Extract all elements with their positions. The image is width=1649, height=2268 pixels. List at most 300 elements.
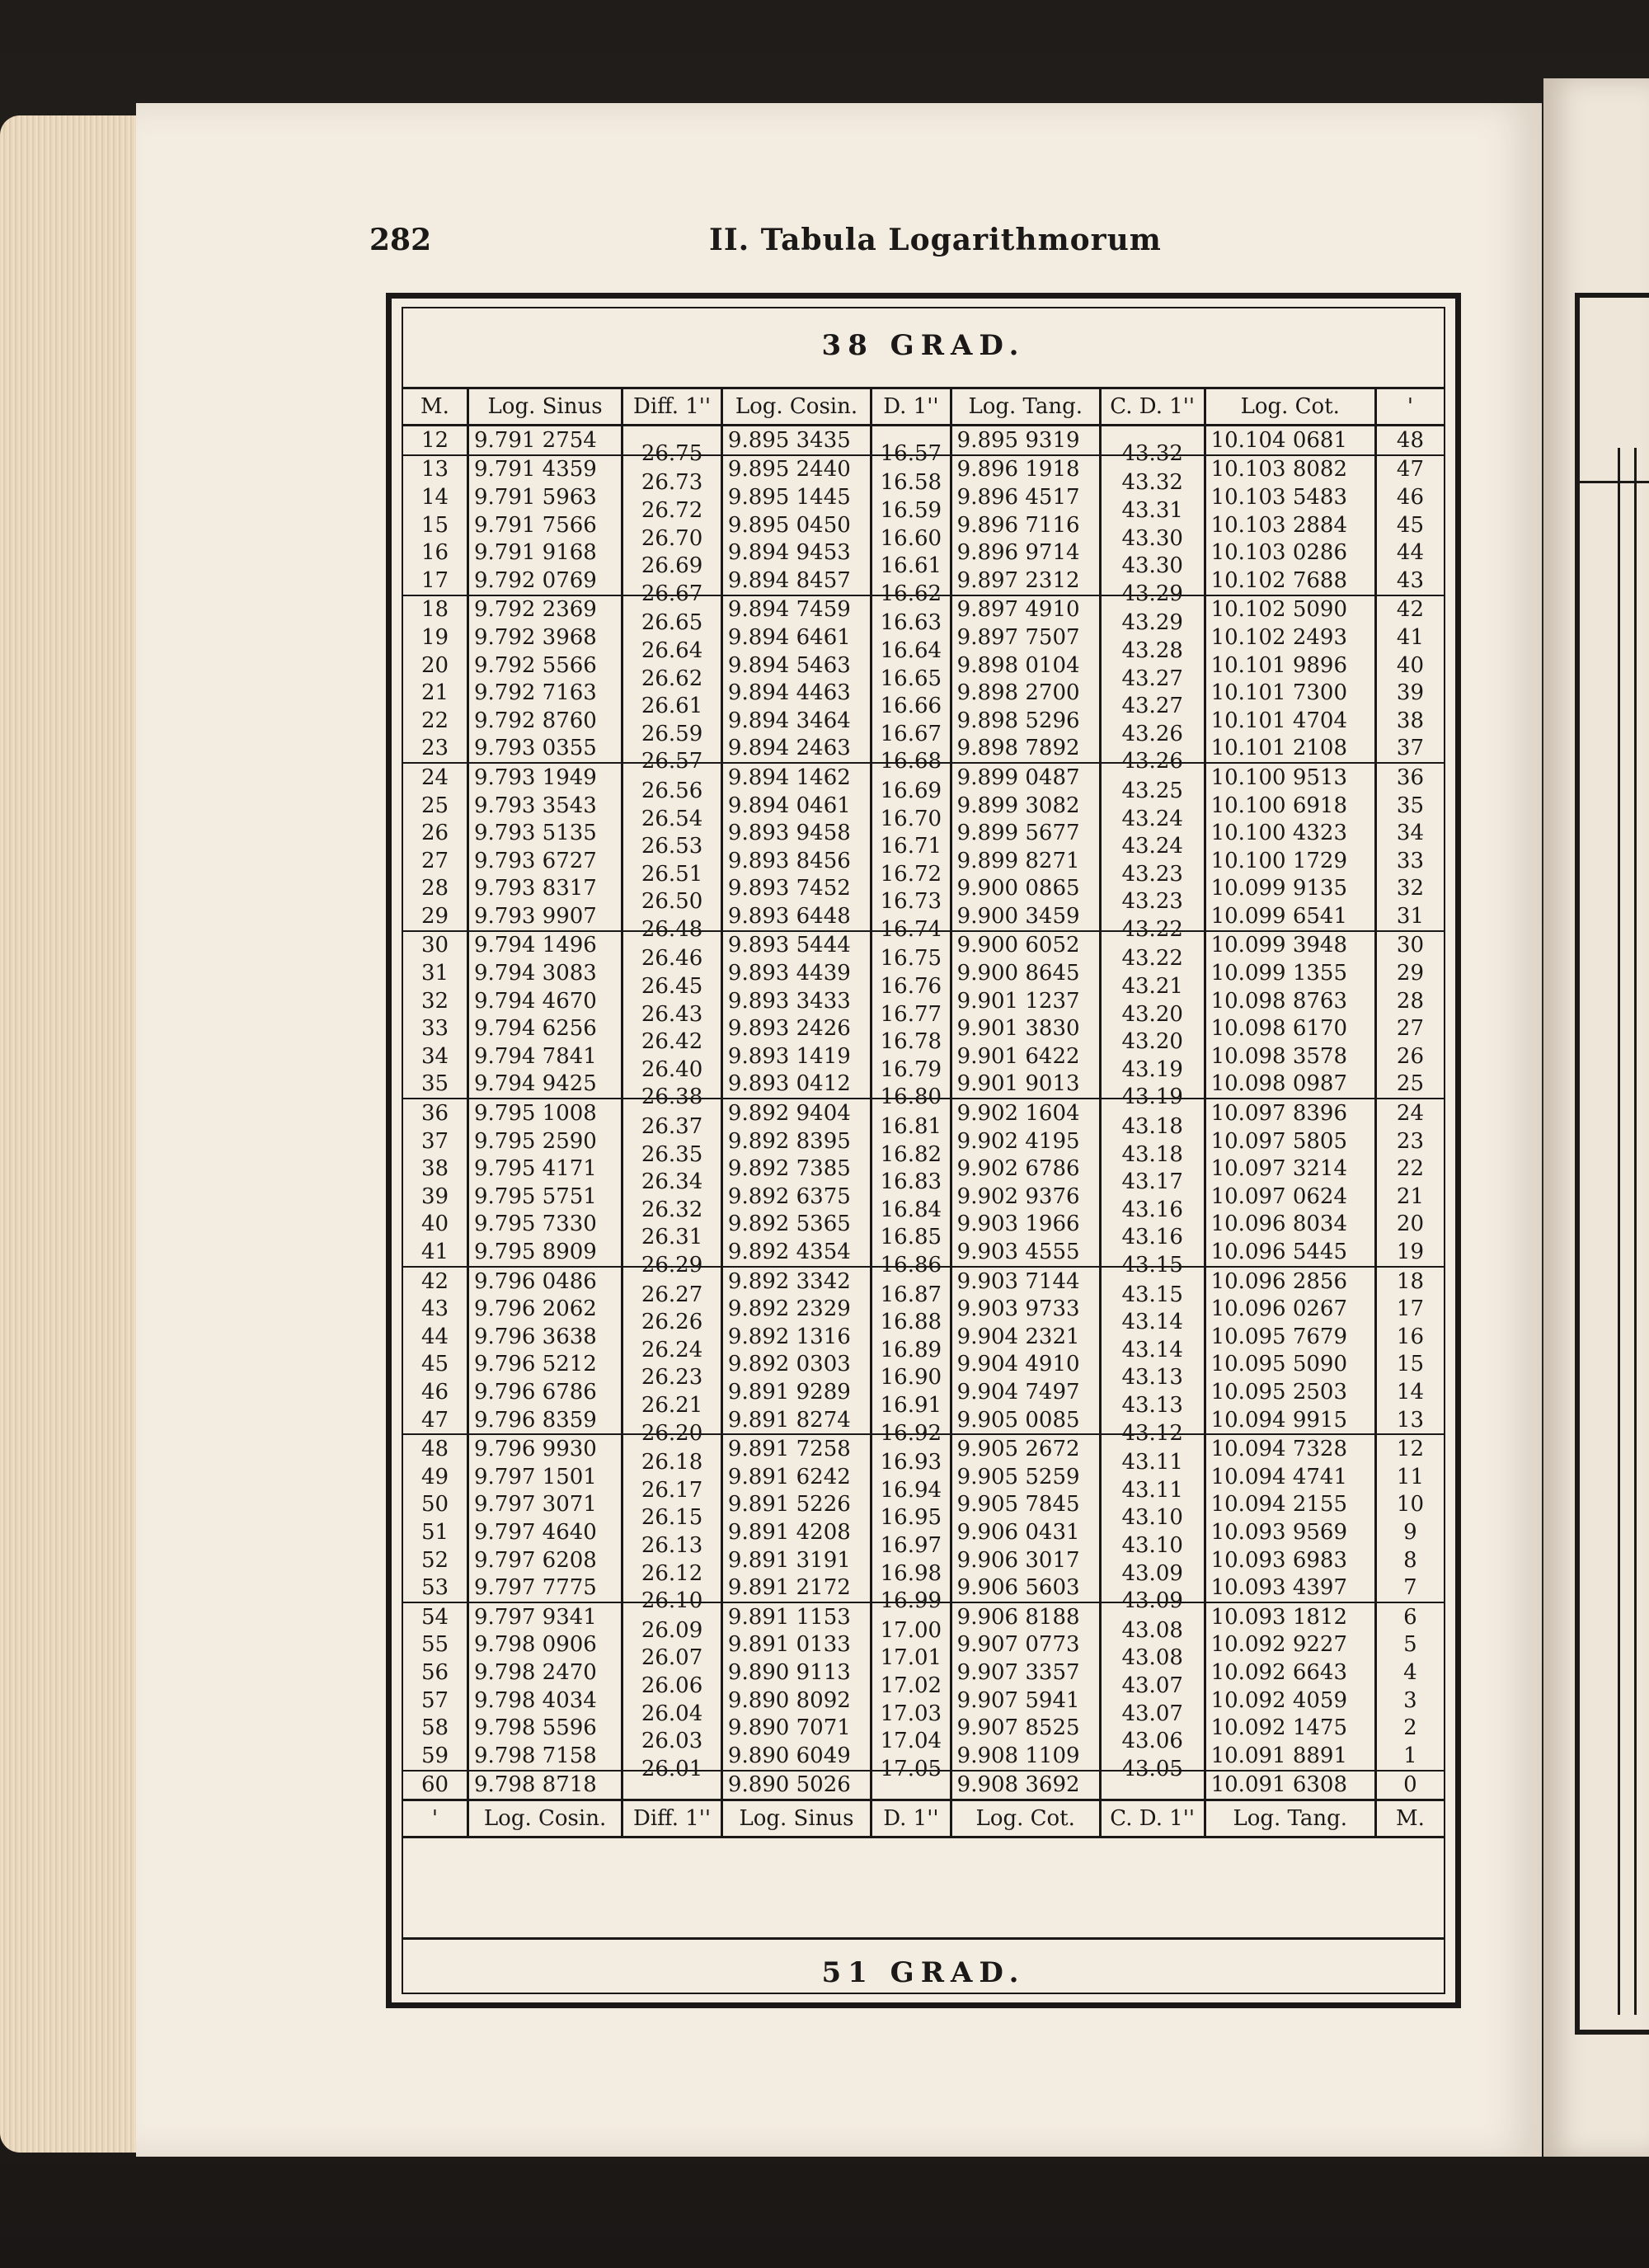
facing-table-frame bbox=[1575, 293, 1649, 2035]
table-cell: 19 bbox=[420, 624, 449, 650]
table-cell: 16.91 bbox=[871, 1391, 951, 1419]
table-cell: 16.71 bbox=[871, 832, 951, 860]
table-cell: 12 bbox=[1375, 1434, 1444, 1463]
footer-cell: Log. Tang. bbox=[1205, 1800, 1375, 1837]
table-cell: 43.26 bbox=[1100, 748, 1205, 777]
table-cell: 10.096 8034 bbox=[1205, 1211, 1375, 1239]
table-cell: 46 bbox=[1375, 483, 1444, 511]
table-cell: 9.906 5603 bbox=[951, 1574, 1100, 1602]
table-cell: 10 bbox=[1375, 1491, 1444, 1519]
table-cell: 9.900 0865 bbox=[951, 875, 1100, 903]
table-cell: 10.092 9227 bbox=[1205, 1631, 1375, 1659]
facing-table-column-rule bbox=[1634, 448, 1637, 2015]
table-cell: 43.15 bbox=[1100, 1251, 1205, 1280]
table-cell: 9.903 1966 bbox=[951, 1211, 1100, 1239]
page-number: 282 bbox=[369, 223, 432, 257]
table-cell: 37 bbox=[1375, 735, 1444, 764]
table-cell: 10.102 2493 bbox=[1205, 623, 1375, 652]
table-cell: 26.34 bbox=[622, 1168, 722, 1196]
table-cell: 17.00 bbox=[871, 1616, 951, 1645]
table-cell: 9.894 4463 bbox=[721, 679, 871, 707]
table-cell: 16.75 bbox=[871, 944, 951, 973]
table-cell: 9.891 2172 bbox=[721, 1574, 871, 1602]
table-cell: 9.797 1501 bbox=[467, 1463, 622, 1491]
header-cell: ' bbox=[1375, 388, 1444, 426]
table-cell: 26.18 bbox=[622, 1447, 722, 1476]
table-cell: 26.29 bbox=[622, 1251, 722, 1280]
table-cell: 43.26 bbox=[1100, 720, 1205, 748]
running-title: II. Tabula Logarithmorum bbox=[709, 223, 1162, 257]
table-cell: 9.898 7892 bbox=[951, 735, 1100, 764]
table-cell: 10.092 6643 bbox=[1205, 1659, 1375, 1687]
footer-cell: C. D. 1'' bbox=[1100, 1800, 1205, 1837]
table-cell: 43.11 bbox=[1100, 1476, 1205, 1504]
footer-cell: M. bbox=[1375, 1800, 1444, 1837]
table-cell: 9 bbox=[1375, 1518, 1444, 1546]
table-cell: 17.03 bbox=[871, 1700, 951, 1728]
table-cell: 16.62 bbox=[871, 580, 951, 609]
table-row bbox=[403, 426, 1444, 455]
table-cell: 16.77 bbox=[871, 1000, 951, 1028]
table-cell: 9.895 2440 bbox=[721, 455, 871, 484]
table-cell: 10.102 5090 bbox=[1205, 595, 1375, 624]
table-cell: 32 bbox=[420, 988, 449, 1014]
table-cell: 9.891 5226 bbox=[721, 1491, 871, 1519]
table-cell: 10.092 4059 bbox=[1205, 1687, 1375, 1715]
table-cell: 26.64 bbox=[622, 637, 722, 665]
table-cell: 10.094 2155 bbox=[1205, 1491, 1375, 1519]
table-cell: 10.095 7679 bbox=[1205, 1323, 1375, 1351]
table-cell: 9.791 2754 bbox=[467, 426, 622, 455]
table-cell: 10.101 4704 bbox=[1205, 707, 1375, 735]
table-cell: 9.791 9168 bbox=[467, 539, 622, 567]
table-cell: 16 bbox=[420, 540, 449, 566]
table-cell: 9.893 5444 bbox=[721, 931, 871, 960]
table-cell: 10.091 6308 bbox=[1205, 1771, 1375, 1800]
table-cell: 43.30 bbox=[1100, 552, 1205, 580]
table-cell: 26.73 bbox=[622, 468, 722, 497]
table-cell: 16.90 bbox=[871, 1364, 951, 1392]
table-cell: 26.56 bbox=[622, 776, 722, 805]
table-cell: 9.905 5259 bbox=[951, 1463, 1100, 1491]
table-cell: 9.900 3459 bbox=[951, 902, 1100, 931]
table-cell: 16.61 bbox=[871, 552, 951, 580]
table-cell: 9.796 6786 bbox=[467, 1378, 622, 1406]
table-cell: 60 bbox=[420, 1772, 449, 1798]
table-cell: 9.894 8457 bbox=[721, 567, 871, 595]
table-cell: 43.07 bbox=[1100, 1672, 1205, 1700]
table-cell: 52 bbox=[420, 1547, 449, 1573]
header-cell: Log. Cot. bbox=[1205, 388, 1375, 426]
table-cell: 9.797 3071 bbox=[467, 1491, 622, 1519]
table-cell: 9.904 4910 bbox=[951, 1351, 1100, 1379]
table-cell: 9.892 8395 bbox=[721, 1127, 871, 1155]
table-cell: 26.46 bbox=[622, 944, 722, 973]
table-cell: 9.902 9376 bbox=[951, 1183, 1100, 1211]
table-cell: 9.891 9289 bbox=[721, 1378, 871, 1406]
table-cell: 9.894 5463 bbox=[721, 652, 871, 680]
table-cell: 29 bbox=[403, 902, 467, 931]
table-cell: 43 bbox=[1375, 567, 1444, 595]
table-cell: 19 bbox=[1375, 1238, 1444, 1267]
table-cell: 10.101 2108 bbox=[1205, 735, 1375, 764]
table-cell: 25 bbox=[420, 793, 449, 818]
table-cell: 9.893 2426 bbox=[721, 1014, 871, 1042]
table-cell: 9.906 8188 bbox=[951, 1602, 1100, 1631]
table-cell: 48 bbox=[1375, 426, 1444, 455]
table-cell: 26.45 bbox=[622, 972, 722, 1000]
table-cell: 10.103 2884 bbox=[1205, 511, 1375, 539]
table-cell: 36 bbox=[1375, 763, 1444, 792]
table-cell: 16.81 bbox=[871, 1112, 951, 1141]
table-cell: 9.894 0461 bbox=[721, 792, 871, 820]
degree-title-bottom: 51 GRAD. bbox=[403, 1937, 1444, 1989]
table-cell: 9.792 7163 bbox=[467, 679, 622, 707]
table-cell: 9.792 3968 bbox=[467, 623, 622, 652]
table-cell: 48 bbox=[420, 1437, 449, 1462]
table-cell: 17.01 bbox=[871, 1645, 951, 1673]
table-cell: 43.27 bbox=[1100, 692, 1205, 720]
table-cell: 10.099 3948 bbox=[1205, 931, 1375, 960]
table-cell: 43.30 bbox=[1100, 525, 1205, 553]
table-cell: 43.22 bbox=[1100, 944, 1205, 973]
table-cell: 16.84 bbox=[871, 1196, 951, 1224]
table-cell: 32 bbox=[1375, 875, 1444, 903]
table-cell: 9.793 8317 bbox=[467, 875, 622, 903]
table-cell: 3 bbox=[1375, 1687, 1444, 1715]
table-cell: 24 bbox=[1375, 1099, 1444, 1127]
table-cell: 26.54 bbox=[622, 805, 722, 833]
table-cell: 0 bbox=[1375, 1771, 1444, 1800]
table-cell: 40 bbox=[1375, 652, 1444, 680]
degree-title-top: 38 GRAD. bbox=[821, 329, 1026, 362]
table-cell: 9.798 8718 bbox=[467, 1771, 622, 1800]
table-cell: 9.902 4195 bbox=[951, 1127, 1100, 1155]
table-cell: 26.72 bbox=[622, 496, 722, 525]
table-cell: 9.900 8645 bbox=[951, 959, 1100, 987]
table-cell: 43.22 bbox=[1100, 915, 1205, 944]
table-cell: 28 bbox=[420, 876, 449, 901]
facing-table-header-rule bbox=[1580, 448, 1649, 483]
table-cell: 10.097 5805 bbox=[1205, 1127, 1375, 1155]
table-cell: 43.10 bbox=[1100, 1504, 1205, 1532]
table-cell: 4 bbox=[1375, 1659, 1444, 1687]
footer-cell: D. 1'' bbox=[871, 1800, 951, 1837]
table-cell: 27 bbox=[420, 848, 449, 873]
table-cell: 43.21 bbox=[1100, 972, 1205, 1000]
table-cell: 9.893 1419 bbox=[721, 1042, 871, 1070]
table-cell: 9.892 2329 bbox=[721, 1295, 871, 1323]
table-cell: 10.094 7328 bbox=[1205, 1434, 1375, 1463]
table-cell: 30 bbox=[420, 933, 449, 958]
table-cell: 43.05 bbox=[1100, 1755, 1205, 1784]
table-cell: 10.093 6983 bbox=[1205, 1546, 1375, 1574]
table-cell: 43.16 bbox=[1100, 1196, 1205, 1224]
table-cell: 10.100 6918 bbox=[1205, 792, 1375, 820]
table-cell: 9.794 1496 bbox=[467, 931, 622, 960]
table-cell: 26.27 bbox=[622, 1280, 722, 1309]
table-cell: 9.891 3191 bbox=[721, 1546, 871, 1574]
table-cell: 33 bbox=[1375, 847, 1444, 875]
table-cell: 43.29 bbox=[1100, 609, 1205, 638]
table-cell: 9.890 8092 bbox=[721, 1687, 871, 1715]
table-cell: 9.899 5677 bbox=[951, 819, 1100, 847]
table-cell: 26.12 bbox=[622, 1560, 722, 1588]
table-cell: 43.27 bbox=[1100, 665, 1205, 693]
table-cell: 10.099 6541 bbox=[1205, 902, 1375, 931]
table-cell: 9.896 4517 bbox=[951, 483, 1100, 511]
table-cell: 9.904 7497 bbox=[951, 1378, 1100, 1406]
table-cell: 5 bbox=[1375, 1631, 1444, 1659]
table-cell: 26.01 bbox=[622, 1755, 722, 1784]
table-cell: 10.093 9569 bbox=[1205, 1518, 1375, 1546]
table-cell: 16.65 bbox=[871, 665, 951, 693]
table-cell: 22 bbox=[420, 708, 449, 733]
table-cell: 16.79 bbox=[871, 1056, 951, 1084]
table-cell: 16.72 bbox=[871, 860, 951, 888]
table-cell: 9.797 6208 bbox=[467, 1546, 622, 1574]
table-cell: 9.895 0450 bbox=[721, 511, 871, 539]
table-cell: 43.08 bbox=[1100, 1645, 1205, 1673]
table-cell: 39 bbox=[420, 1183, 449, 1209]
table-cell: 16.67 bbox=[871, 720, 951, 748]
table-cell: 26.48 bbox=[622, 915, 722, 944]
table-cell: 21 bbox=[1375, 1183, 1444, 1211]
table-cell: 35 bbox=[1375, 792, 1444, 820]
table-cell: 9.907 8525 bbox=[951, 1714, 1100, 1742]
table-cell: 15 bbox=[1375, 1351, 1444, 1379]
table-cell: 10.093 1812 bbox=[1205, 1602, 1375, 1631]
table-cell: 43.13 bbox=[1100, 1364, 1205, 1392]
table-cell: 36 bbox=[420, 1101, 449, 1127]
table-cell: 26.69 bbox=[622, 552, 722, 580]
table-cell: 43.13 bbox=[1100, 1391, 1205, 1419]
table-cell: 9.892 3342 bbox=[721, 1267, 871, 1296]
table-cell: 26.23 bbox=[622, 1364, 722, 1392]
table-cell: 16.80 bbox=[871, 1084, 951, 1113]
table-cell: 9.793 5135 bbox=[467, 819, 622, 847]
table-cell: 13 bbox=[1375, 1406, 1444, 1435]
table-cell: 9.898 5296 bbox=[951, 707, 1100, 735]
table-cell: 43.14 bbox=[1100, 1336, 1205, 1364]
table-cell: 24 bbox=[420, 765, 449, 790]
table-cell: 16.88 bbox=[871, 1308, 951, 1336]
table-cell: 43.16 bbox=[1100, 1224, 1205, 1252]
table-cell: 43.19 bbox=[1100, 1056, 1205, 1084]
table-cell: 40 bbox=[420, 1212, 449, 1237]
table-cell: 43.23 bbox=[1100, 888, 1205, 916]
table-cell: 16.92 bbox=[871, 1419, 951, 1448]
table-cell: 26.50 bbox=[622, 888, 722, 916]
table-cell: 43.32 bbox=[1100, 439, 1205, 468]
table-cell: 38 bbox=[1375, 707, 1444, 735]
table-cell: 10.103 5483 bbox=[1205, 483, 1375, 511]
table-cell: 37 bbox=[420, 1128, 449, 1154]
table-cell: 9.793 3543 bbox=[467, 792, 622, 820]
table-cell: 9.794 9425 bbox=[467, 1070, 622, 1099]
table-cell: 44 bbox=[420, 1324, 449, 1349]
table-cell: 9.794 4670 bbox=[467, 987, 622, 1015]
table-cell: 26.61 bbox=[622, 692, 722, 720]
table-cell: 9.795 1008 bbox=[467, 1099, 622, 1127]
table-cell: 9.892 5365 bbox=[721, 1211, 871, 1239]
header-cell: Diff. 1'' bbox=[622, 388, 722, 426]
table-cell: 43.06 bbox=[1100, 1727, 1205, 1755]
table-cell: 16.82 bbox=[871, 1141, 951, 1169]
table-cell: 9.893 0412 bbox=[721, 1070, 871, 1099]
table-cell: 16.70 bbox=[871, 805, 951, 833]
table-cell: 9.797 7775 bbox=[467, 1574, 622, 1602]
table-cell: 43.15 bbox=[1100, 1280, 1205, 1309]
table-cell: 9.903 9733 bbox=[951, 1295, 1100, 1323]
table-cell: 9.896 1918 bbox=[951, 455, 1100, 484]
table-cell: 16.68 bbox=[871, 748, 951, 777]
table-cell: 26.20 bbox=[622, 1419, 722, 1448]
table-cell: 10.099 1355 bbox=[1205, 959, 1375, 987]
table-cell: 43.18 bbox=[1100, 1141, 1205, 1169]
table-cell: 9.893 6448 bbox=[721, 902, 871, 931]
table-cell: 18 bbox=[420, 597, 449, 623]
table-cell: 16.73 bbox=[871, 888, 951, 916]
table-cell: 42 bbox=[420, 1268, 449, 1294]
table-cell: 47 bbox=[1375, 455, 1444, 484]
table-cell: 10.100 1729 bbox=[1205, 847, 1375, 875]
table-cell: 9.907 0773 bbox=[951, 1631, 1100, 1659]
table-cell: 16.93 bbox=[871, 1447, 951, 1476]
facing-table-column-rule bbox=[1618, 448, 1620, 2015]
table-cell: 9.792 2369 bbox=[467, 595, 622, 624]
table-cell: 10.100 4323 bbox=[1205, 819, 1375, 847]
table-cell: 26.43 bbox=[622, 1000, 722, 1028]
table-cell: 9.792 0769 bbox=[467, 567, 622, 595]
table-cell: 26.03 bbox=[622, 1727, 722, 1755]
table-cell: 9.892 1316 bbox=[721, 1323, 871, 1351]
table-cell: 16.86 bbox=[871, 1251, 951, 1280]
table-cell: 10.103 0286 bbox=[1205, 539, 1375, 567]
table-cell: 9.796 8359 bbox=[467, 1406, 622, 1435]
table-cell: 9.895 1445 bbox=[721, 483, 871, 511]
table-row bbox=[403, 1771, 1444, 1800]
table-cell: 16.78 bbox=[871, 1028, 951, 1056]
table-cell: 31 bbox=[420, 961, 449, 986]
table-cell: 26.06 bbox=[622, 1672, 722, 1700]
table-cell: 26.15 bbox=[622, 1504, 722, 1532]
table-cell: 31 bbox=[1375, 902, 1444, 931]
table-cell: 9.793 9907 bbox=[467, 902, 622, 931]
facing-page bbox=[1543, 78, 1649, 2157]
table-cell bbox=[871, 1771, 951, 1800]
table-cell: 26.32 bbox=[622, 1196, 722, 1224]
table-cell: 45 bbox=[1375, 511, 1444, 539]
table-cell: 26.26 bbox=[622, 1308, 722, 1336]
table-cell: 58 bbox=[420, 1715, 449, 1741]
table-cell: 14 bbox=[1375, 1378, 1444, 1406]
table-cell: 9.894 6461 bbox=[721, 623, 871, 652]
table-cell: 9.894 2463 bbox=[721, 735, 871, 764]
table-cell: 10.102 7688 bbox=[1205, 567, 1375, 595]
table-cell: 35 bbox=[403, 1070, 467, 1099]
table-cell: 10.097 8396 bbox=[1205, 1099, 1375, 1127]
table-cell: 10.095 5090 bbox=[1205, 1351, 1375, 1379]
table-cell: 16.99 bbox=[871, 1587, 951, 1616]
table-cell: 50 bbox=[420, 1492, 449, 1517]
table-cell: 12 bbox=[403, 426, 467, 455]
table-cell: 26.21 bbox=[622, 1391, 722, 1419]
table-cell: 53 bbox=[403, 1574, 467, 1602]
table-cell: 9.898 0104 bbox=[951, 652, 1100, 680]
header-cell: M. bbox=[403, 388, 467, 426]
table-cell: 9.891 4208 bbox=[721, 1518, 871, 1546]
table-cell: 16.97 bbox=[871, 1532, 951, 1560]
table-cell: 9.894 7459 bbox=[721, 595, 871, 624]
table-cell: 9.798 0906 bbox=[467, 1631, 622, 1659]
table-cell bbox=[622, 1771, 722, 1800]
table-cell: 9.893 9458 bbox=[721, 819, 871, 847]
table-cell: 9.795 4171 bbox=[467, 1155, 622, 1183]
table-cell: 9.908 3692 bbox=[951, 1771, 1100, 1800]
table-cell: 9.891 0133 bbox=[721, 1631, 871, 1659]
table-cell: 10.093 4397 bbox=[1205, 1574, 1375, 1602]
table-cell: 9.894 1462 bbox=[721, 763, 871, 792]
table-cell: 10.098 8763 bbox=[1205, 987, 1375, 1015]
footer-cell: Log. Cosin. bbox=[467, 1800, 622, 1837]
table-cell: 10.096 2856 bbox=[1205, 1267, 1375, 1296]
table-cell: 43 bbox=[420, 1296, 449, 1322]
table-cell: 46 bbox=[420, 1379, 449, 1405]
table-cell: 9.903 7144 bbox=[951, 1267, 1100, 1296]
table-cell: 26.38 bbox=[622, 1084, 722, 1113]
table-cell: 43.20 bbox=[1100, 1000, 1205, 1028]
table-cell: 9.908 1109 bbox=[951, 1742, 1100, 1771]
table-cell: 9.794 3083 bbox=[467, 959, 622, 987]
table-cell: 16.60 bbox=[871, 525, 951, 553]
table-cell: 9.797 9341 bbox=[467, 1602, 622, 1631]
table-cell: 26 bbox=[1375, 1042, 1444, 1070]
table-cell: 9.892 0303 bbox=[721, 1351, 871, 1379]
table-cell: 54 bbox=[420, 1604, 449, 1630]
header-cell: Log. Cosin. bbox=[721, 388, 871, 426]
table-cell: 10.092 1475 bbox=[1205, 1714, 1375, 1742]
table-cell: 10.100 9513 bbox=[1205, 763, 1375, 792]
table-cell: 16.69 bbox=[871, 776, 951, 805]
table-cell: 43.29 bbox=[1100, 580, 1205, 609]
table-cell: 26.53 bbox=[622, 832, 722, 860]
table-cell: 17.04 bbox=[871, 1727, 951, 1755]
table-cell: 10.104 0681 bbox=[1205, 426, 1375, 455]
table-cell: 10.103 8082 bbox=[1205, 455, 1375, 484]
table-cell: 10.094 9915 bbox=[1205, 1406, 1375, 1435]
table-cell: 9.796 5212 bbox=[467, 1351, 622, 1379]
table-cell: 16.58 bbox=[871, 468, 951, 497]
table-cell: 2 bbox=[1375, 1714, 1444, 1742]
table-header-row bbox=[403, 388, 1444, 426]
table-cell: 34 bbox=[1375, 819, 1444, 847]
table-cell: 9.897 2312 bbox=[951, 567, 1100, 595]
table-cell: 28 bbox=[1375, 987, 1444, 1015]
table-cell: 42 bbox=[1375, 595, 1444, 624]
table-cell: 26.57 bbox=[622, 748, 722, 777]
table-cell: 9.897 7507 bbox=[951, 623, 1100, 652]
table-cell: 10.097 0624 bbox=[1205, 1183, 1375, 1211]
table-cell: 29 bbox=[1375, 959, 1444, 987]
table-cell: 10.099 9135 bbox=[1205, 875, 1375, 903]
table-cell: 9.907 3357 bbox=[951, 1659, 1100, 1687]
table-cell: 9.891 8274 bbox=[721, 1406, 871, 1435]
table-cell: 26.51 bbox=[622, 860, 722, 888]
table-cell: 44 bbox=[1375, 539, 1444, 567]
header-cell: Log. Tang. bbox=[951, 388, 1100, 426]
table-cell: 9.890 6049 bbox=[721, 1742, 871, 1771]
